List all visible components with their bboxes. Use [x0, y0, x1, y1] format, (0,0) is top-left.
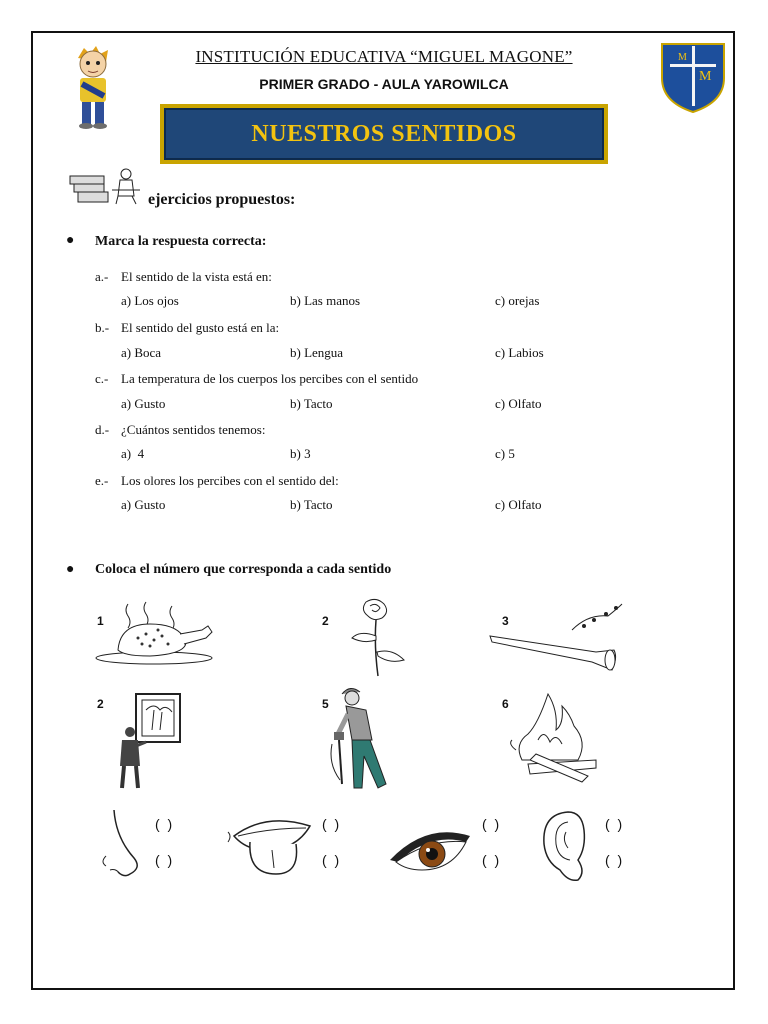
answer-blank[interactable]: ( ) — [322, 816, 342, 832]
exercise-title: ejercicios propuestos: — [148, 191, 296, 208]
answer-blank[interactable]: ( ) — [482, 852, 502, 868]
nose-icon — [100, 808, 146, 882]
option-a[interactable]: a) Boca — [121, 345, 162, 360]
question-text: El sentido del gusto está en la: — [121, 320, 280, 335]
answer-blank[interactable]: ( ) — [605, 816, 625, 832]
question-letter: e.- — [95, 473, 109, 488]
option-a[interactable]: a) Gusto — [121, 396, 166, 411]
option-b[interactable]: b) Tacto — [290, 497, 333, 512]
grade-subtitle: PRIMER GRADO - AULA YAROWILCA — [259, 76, 509, 92]
svg-text:M: M — [678, 52, 687, 63]
answer-blank[interactable]: ( ) — [155, 816, 175, 832]
mouth-tongue-icon — [226, 810, 316, 882]
rose-image — [346, 596, 408, 678]
eye-icon — [386, 822, 476, 878]
picture-number: 2 — [322, 614, 329, 628]
picture-number: 6 — [502, 697, 509, 711]
option-c[interactable]: c) Labios — [495, 345, 544, 360]
option-a[interactable]: a) Gusto — [121, 497, 166, 512]
option-a[interactable]: a) 4 — [121, 446, 145, 461]
student-desk-icon — [66, 166, 146, 206]
option-c[interactable]: c) orejas — [495, 293, 540, 308]
option-c[interactable]: c) 5 — [495, 446, 515, 461]
section2-heading: Coloca el número que corresponda a cada sentido — [95, 562, 392, 577]
title-banner — [160, 104, 608, 164]
option-c[interactable]: c) Olfato — [495, 497, 542, 512]
question-text: Los olores los percibes con el sentido del: — [121, 473, 339, 488]
svg-text:M: M — [699, 69, 712, 84]
question-letter: c.- — [95, 371, 109, 386]
answer-blank[interactable]: ( ) — [605, 852, 625, 868]
option-b[interactable]: b) 3 — [290, 446, 311, 461]
picture-number: 5 — [322, 697, 329, 711]
picture-number: 1 — [97, 614, 104, 628]
institution-title: INSTITUCIÓN EDUCATIVA “MIGUEL MAGONE” — [195, 47, 573, 66]
answer-blank[interactable]: ( ) — [155, 852, 175, 868]
option-b[interactable]: b) Las manos — [290, 293, 361, 308]
picture-number: 2 — [97, 697, 104, 711]
bullet-dot: ● — [66, 562, 75, 577]
question-letter: d.- — [95, 422, 110, 437]
banner-title: NUESTROS SENTIDOS — [164, 108, 604, 160]
ear-icon — [538, 808, 588, 886]
bullet-dot: ● — [66, 233, 75, 248]
campfire-image — [508, 684, 600, 784]
question-letter: a.- — [95, 269, 109, 284]
option-c[interactable]: c) Olfato — [495, 396, 542, 411]
answer-blank[interactable]: ( ) — [482, 816, 502, 832]
answer-blank[interactable]: ( ) — [322, 852, 342, 868]
option-b[interactable]: b) Lengua — [290, 345, 344, 360]
question-text: La temperatura de los cuerpos los percibes con el sentido — [121, 371, 419, 386]
question-letter: b.- — [95, 320, 110, 335]
option-a[interactable]: a) Los ojos — [121, 293, 179, 308]
roast-chicken-image — [94, 600, 218, 668]
school-shield-logo — [658, 40, 728, 114]
question-text: El sentido de la vista está en: — [121, 269, 272, 284]
jackhammer-worker-image — [330, 684, 402, 796]
option-b[interactable]: b) Tacto — [290, 396, 333, 411]
picture-number: 3 — [502, 614, 509, 628]
painting-viewer-image — [116, 690, 186, 792]
flute-music-image — [488, 600, 628, 674]
section1-heading: Marca la respuesta correcta: — [95, 234, 267, 249]
question-text: ¿Cuántos sentidos tenemos: — [121, 422, 266, 437]
